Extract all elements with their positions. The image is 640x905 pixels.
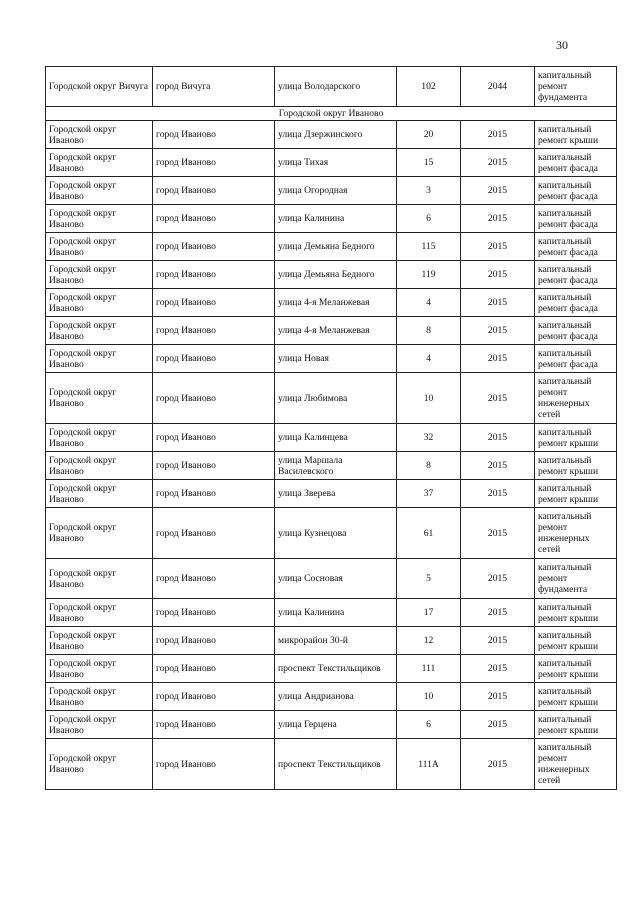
house-number-cell: 17 xyxy=(397,599,461,627)
okrug-cell: Городской округ Иваново xyxy=(46,205,153,233)
table-row xyxy=(46,627,617,655)
work-type-cell: капитальный ремонт инженерных сетей xyxy=(535,508,617,559)
okrug-cell: Городской округ Иваново xyxy=(46,317,153,345)
street-cell: улица Тихая xyxy=(275,149,397,177)
okrug-cell: Городской округ Иваново xyxy=(46,261,153,289)
okrug-cell: Городской округ Иваново xyxy=(46,627,153,655)
year-cell: 2015 xyxy=(461,345,535,373)
work-type-cell: капитальный ремонт крыши xyxy=(535,683,617,711)
city-cell: город Иваново xyxy=(153,424,275,452)
page-number: 30 xyxy=(556,38,568,52)
work-type-cell: капитальный ремонт фасада xyxy=(535,205,617,233)
city-cell: город Иваново xyxy=(153,177,275,205)
city-cell: город Иваново xyxy=(153,599,275,627)
okrug-cell: Городской округ Иваново xyxy=(46,149,153,177)
city-cell: город Иваново xyxy=(153,452,275,480)
house-number-cell: 111А xyxy=(397,739,461,790)
street-cell: улица Андрианова xyxy=(275,683,397,711)
year-cell: 2015 xyxy=(461,739,535,790)
work-type-cell: капитальный ремонт крыши xyxy=(535,599,617,627)
street-cell: проспект Текстильщиков xyxy=(275,739,397,790)
house-number-cell: 5 xyxy=(397,559,461,599)
house-number-cell: 15 xyxy=(397,149,461,177)
work-type-cell: капитальный ремонт крыши xyxy=(535,452,617,480)
city-cell: город Иваново xyxy=(153,508,275,559)
year-cell: 2015 xyxy=(461,205,535,233)
table-row xyxy=(46,373,617,424)
table-row xyxy=(46,121,617,149)
work-type-cell: капитальный ремонт фасада xyxy=(535,177,617,205)
okrug-cell: Городской округ Иваново xyxy=(46,711,153,739)
year-cell: 2044 xyxy=(461,67,535,107)
house-number-cell: 8 xyxy=(397,452,461,480)
year-cell: 2015 xyxy=(461,452,535,480)
okrug-cell: Городской округ Иваново xyxy=(46,683,153,711)
okrug-cell: Городской округ Иваново xyxy=(46,177,153,205)
table-row xyxy=(46,655,617,683)
house-number-cell: 6 xyxy=(397,711,461,739)
city-cell: город Иваново xyxy=(153,149,275,177)
work-type-cell: капитальный ремонт крыши xyxy=(535,424,617,452)
street-cell: улица Володарского xyxy=(275,67,397,107)
work-type-cell: капитальный ремонт фасада xyxy=(535,149,617,177)
year-cell: 2015 xyxy=(461,508,535,559)
year-cell: 2015 xyxy=(461,683,535,711)
city-cell: город Иваново xyxy=(153,317,275,345)
city-cell: город Иваново xyxy=(153,627,275,655)
city-cell: город Иваново xyxy=(153,373,275,424)
year-cell: 2015 xyxy=(461,424,535,452)
table-row xyxy=(46,289,617,317)
city-cell: город Иваново xyxy=(153,233,275,261)
year-cell: 2015 xyxy=(461,599,535,627)
work-type-cell: капитальный ремонт крыши xyxy=(535,480,617,508)
street-cell: улица Герцена xyxy=(275,711,397,739)
table-row xyxy=(46,599,617,627)
street-cell: улица Любимова xyxy=(275,373,397,424)
table-row xyxy=(46,480,617,508)
street-cell: улица Калинина xyxy=(275,599,397,627)
street-cell: проспект Текстильщиков xyxy=(275,655,397,683)
street-cell: улица Демьяна Бедного xyxy=(275,233,397,261)
table-row xyxy=(46,711,617,739)
okrug-cell: Городской округ Иваново xyxy=(46,424,153,452)
city-cell: город Иваново xyxy=(153,739,275,790)
okrug-cell: Городской округ Иваново xyxy=(46,345,153,373)
house-number-cell: 115 xyxy=(397,233,461,261)
year-cell: 2015 xyxy=(461,627,535,655)
street-cell: улица Сосновая xyxy=(275,559,397,599)
house-number-cell: 20 xyxy=(397,121,461,149)
table-row xyxy=(46,205,617,233)
table-row xyxy=(46,424,617,452)
street-cell: улица Калинцева xyxy=(275,424,397,452)
okrug-cell: Городской округ Иваново xyxy=(46,599,153,627)
house-number-cell: 10 xyxy=(397,683,461,711)
house-number-cell: 119 xyxy=(397,261,461,289)
okrug-cell: Городской округ Иваново xyxy=(46,121,153,149)
street-cell: улица Новая xyxy=(275,345,397,373)
table-row xyxy=(46,452,617,480)
city-cell: город Иваново xyxy=(153,480,275,508)
house-number-cell: 37 xyxy=(397,480,461,508)
street-cell: улица 4-я Меланжевая xyxy=(275,317,397,345)
street-cell: улица Огородная xyxy=(275,177,397,205)
city-cell: город Иваново xyxy=(153,121,275,149)
table-row xyxy=(46,149,617,177)
house-number-cell: 10 xyxy=(397,373,461,424)
okrug-cell: Городской округ Иваново xyxy=(46,508,153,559)
table-row xyxy=(46,559,617,599)
table-row xyxy=(46,739,617,790)
repair-schedule-table xyxy=(45,66,617,790)
year-cell: 2015 xyxy=(461,233,535,261)
street-cell: микрорайон 30-й xyxy=(275,627,397,655)
house-number-cell: 3 xyxy=(397,177,461,205)
year-cell: 2015 xyxy=(461,559,535,599)
year-cell: 2015 xyxy=(461,121,535,149)
work-type-cell: капитальный ремонт фундамента xyxy=(535,67,617,107)
group-header-cell: Городской округ Иваново xyxy=(46,107,617,121)
group-header-row xyxy=(46,107,617,121)
okrug-cell: Городской округ Иваново xyxy=(46,373,153,424)
table-body xyxy=(46,67,617,790)
city-cell: город Иваново xyxy=(153,205,275,233)
city-cell: город Иваново xyxy=(153,683,275,711)
house-number-cell: 32 xyxy=(397,424,461,452)
street-cell: улица Маршала Василевского xyxy=(275,452,397,480)
city-cell: город Иваново xyxy=(153,289,275,317)
city-cell: город Иваново xyxy=(153,345,275,373)
work-type-cell: капитальный ремонт фасада xyxy=(535,233,617,261)
year-cell: 2015 xyxy=(461,317,535,345)
year-cell: 2015 xyxy=(461,711,535,739)
city-cell: город Иваново xyxy=(153,559,275,599)
work-type-cell: капитальный ремонт крыши xyxy=(535,121,617,149)
table-row xyxy=(46,67,617,107)
okrug-cell: Городской округ Иваново xyxy=(46,739,153,790)
okrug-cell: Городской округ Иваново xyxy=(46,233,153,261)
house-number-cell: 61 xyxy=(397,508,461,559)
house-number-cell: 102 xyxy=(397,67,461,107)
year-cell: 2015 xyxy=(461,177,535,205)
table-row xyxy=(46,345,617,373)
work-type-cell: капитальный ремонт крыши xyxy=(535,711,617,739)
table-row xyxy=(46,683,617,711)
work-type-cell: капитальный ремонт фасада xyxy=(535,289,617,317)
okrug-cell: Городской округ Иваново xyxy=(46,480,153,508)
house-number-cell: 8 xyxy=(397,317,461,345)
house-number-cell: 4 xyxy=(397,289,461,317)
okrug-cell: Городской округ Иваново xyxy=(46,559,153,599)
work-type-cell: капитальный ремонт фасада xyxy=(535,261,617,289)
house-number-cell: 12 xyxy=(397,627,461,655)
okrug-cell: Городской округ Иваново xyxy=(46,655,153,683)
okrug-cell: Городской округ Вичуга xyxy=(46,67,153,107)
street-cell: улица Кузнецова xyxy=(275,508,397,559)
okrug-cell: Городской округ Иваново xyxy=(46,289,153,317)
work-type-cell: капитальный ремонт инженерных сетей xyxy=(535,373,617,424)
year-cell: 2015 xyxy=(461,261,535,289)
table-row xyxy=(46,261,617,289)
city-cell: город Вичуга xyxy=(153,67,275,107)
house-number-cell: 111 xyxy=(397,655,461,683)
street-cell: улица Дзержинского xyxy=(275,121,397,149)
table-row xyxy=(46,317,617,345)
year-cell: 2015 xyxy=(461,373,535,424)
work-type-cell: капитальный ремонт фасада xyxy=(535,317,617,345)
house-number-cell: 6 xyxy=(397,205,461,233)
table-row xyxy=(46,177,617,205)
house-number-cell: 4 xyxy=(397,345,461,373)
work-type-cell: капитальный ремонт крыши xyxy=(535,627,617,655)
work-type-cell: капитальный ремонт инженерных сетей xyxy=(535,739,617,790)
work-type-cell: капитальный ремонт фундамента xyxy=(535,559,617,599)
work-type-cell: капитальный ремонт фасада xyxy=(535,345,617,373)
okrug-cell: Городской округ Иваново xyxy=(46,452,153,480)
year-cell: 2015 xyxy=(461,655,535,683)
year-cell: 2015 xyxy=(461,289,535,317)
table-row xyxy=(46,233,617,261)
year-cell: 2015 xyxy=(461,149,535,177)
table-row xyxy=(46,508,617,559)
work-type-cell: капитальный ремонт крыши xyxy=(535,655,617,683)
city-cell: город Иваново xyxy=(153,261,275,289)
street-cell: улица Демьяна Бедного xyxy=(275,261,397,289)
city-cell: город Иваново xyxy=(153,655,275,683)
street-cell: улица 4-я Меланжевая xyxy=(275,289,397,317)
street-cell: улица Зверева xyxy=(275,480,397,508)
city-cell: город Иваново xyxy=(153,711,275,739)
year-cell: 2015 xyxy=(461,480,535,508)
street-cell: улица Калинина xyxy=(275,205,397,233)
